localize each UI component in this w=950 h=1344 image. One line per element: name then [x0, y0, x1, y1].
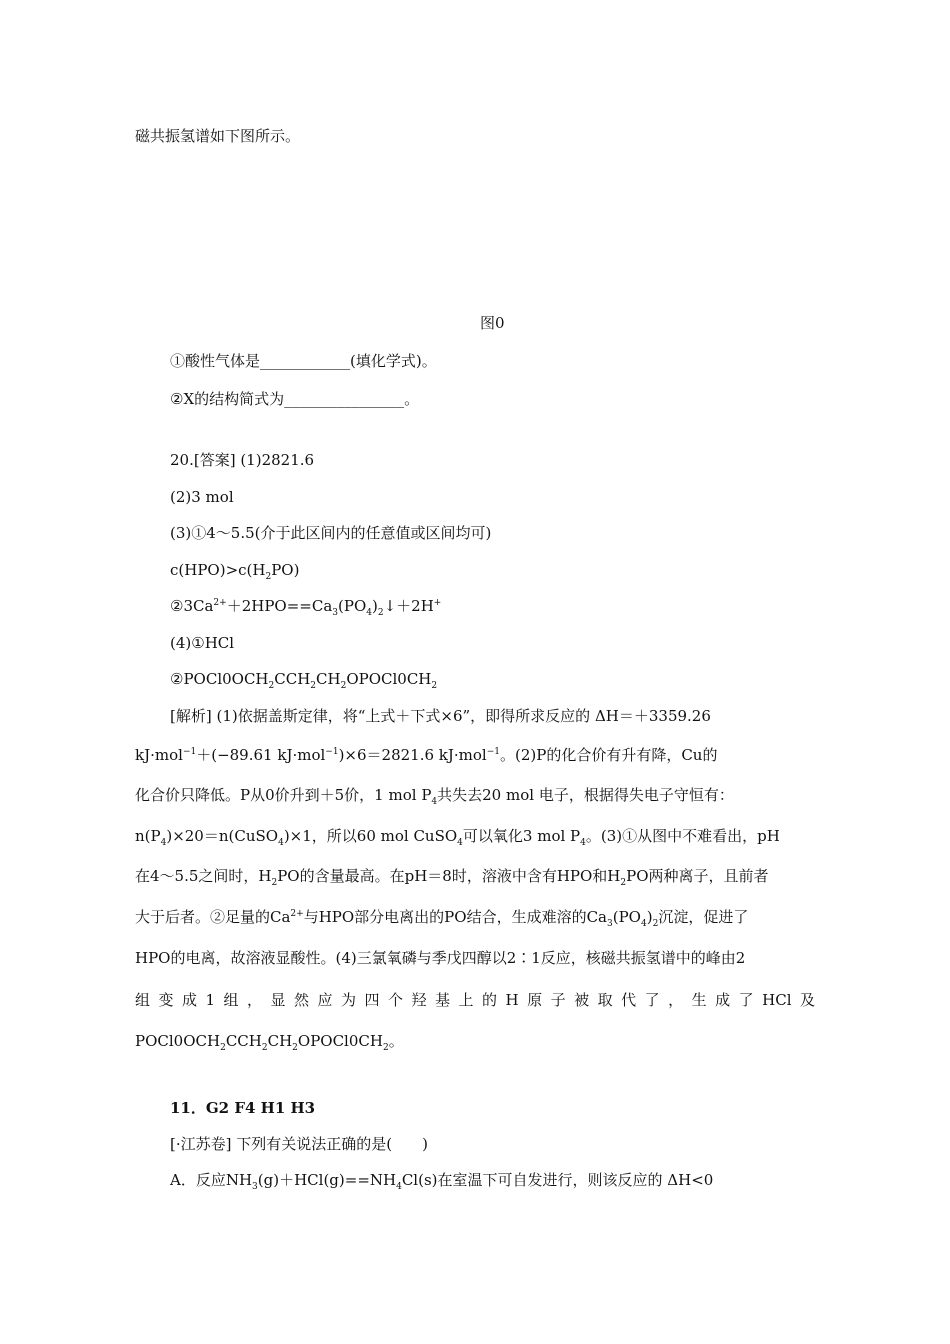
question-line-2: ②X的结构简式为________________。 — [170, 390, 420, 408]
answer-line-7: $②POCl0OCH_2CCH_2CH_2OPOCl0CH_2$ — [170, 670, 438, 691]
analysis-line-4: $n(P_4)\times 20=n(CuSO_4)\times 1$，所以60 mol CuSO$_4$可以氧化3 mol $P_4$。(3)①从图中不难看出，pH — [135, 827, 780, 848]
analysis-line-5: 在4～5.5之间时，$H_2PO$的含量最高。在pH＝8时，溶液中含有HPO和$H_2PO$两种离子，且前者 — [135, 867, 769, 888]
intro-text: 磁共振氢谱如下图所示。 — [135, 127, 301, 145]
analysis-line-8: 组变成1组，显然应为四个羟基上的H原子被取代了，生成了HCl及 — [135, 991, 815, 1009]
answer-header: 20.[答案] (1)2821.6 — [170, 451, 315, 469]
answer-line-6: (4)①HCl — [170, 634, 235, 652]
analysis-line-7: HPO的电离，故溶液显酸性。(4)三氯氧磷与季戊四醇以2∶1反应，核磁共振氢谱中的峰由2 — [135, 949, 746, 967]
analysis-line-9: $POCl0OCH_2CCH_2CH_2OPOCl0CH_2$。 — [135, 1032, 404, 1053]
answer-line-2: (2)3 mol — [170, 488, 234, 506]
figure-caption: 图0 — [480, 314, 505, 332]
answer-line-3: (3)①4～5.5(介于此区间内的任意值或区间均可) — [170, 524, 492, 542]
answer-line-4: $c(HPO)>c(H_2PO)$ — [170, 561, 300, 582]
analysis-line-1: [解析] (1)依据盖斯定律，将“上式＋下式×6”，即得所求反应的 ΔH＝＋3359.26 — [170, 707, 711, 725]
question-line-1: ①酸性气体是____________(填化学式)。 — [170, 352, 437, 370]
analysis-line-2: kJ·mol$^{-1}$＋(−89.61 kJ·mol$^{-1}$)×6＝2821.6 kJ·mol$^{-1}$。(2)P的化合价有升有降，Cu的 — [135, 746, 718, 764]
answer-line-5: $②3Ca^{2+}+2HPO==Ca_3(PO_4)_2↓+2H^+$ — [170, 597, 442, 618]
question-11-stem: [·江苏卷] 下列有关说法正确的是( ) — [170, 1135, 428, 1153]
analysis-line-6: 大于后者。②足量的$Ca^{2+}$与HPO部分电离出的PO结合，生成难溶的$Ca_3(PO_4)_2$沉淀，促进了 — [135, 908, 749, 929]
analysis-line-3: 化合价只降低。P从0价升到＋5价，1 mol $P_4$共失去20 mol 电子，根据得失电子守恒有： — [135, 786, 734, 807]
question-11-option-a: A．反应$NH_3(g)+HCl(g)==NH_4Cl(s)$在室温下可自发进行，则该反应的 ΔH<0 — [170, 1171, 714, 1192]
question-11-header: 11．G2 F4 H1 H3 — [170, 1099, 316, 1117]
